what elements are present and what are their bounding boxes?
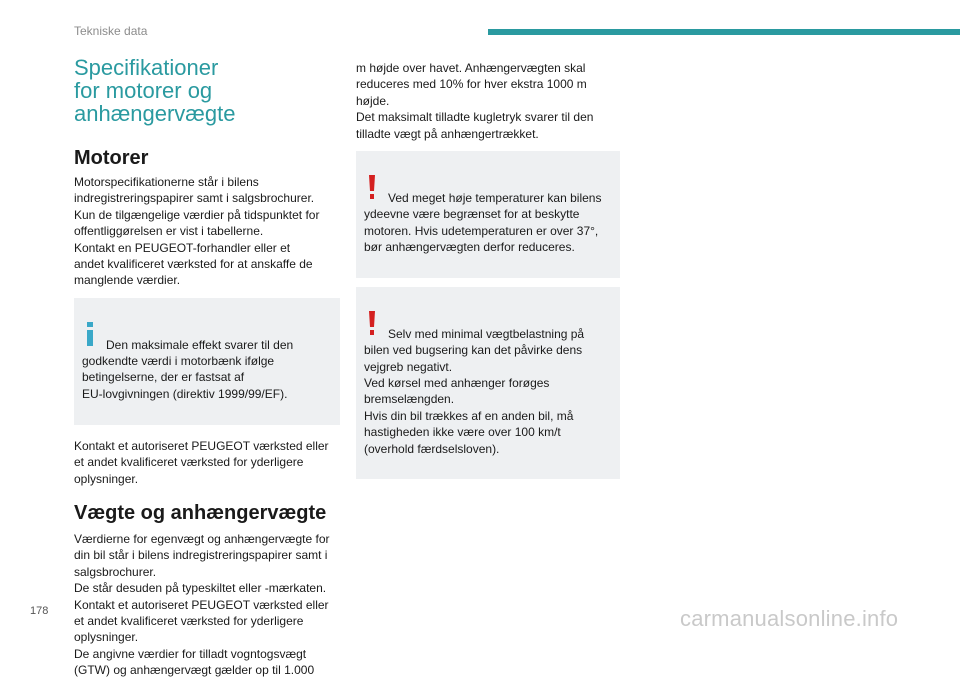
warning-note-1 xyxy=(356,151,620,278)
info-note xyxy=(74,298,340,425)
info-icon xyxy=(86,306,94,351)
right-column xyxy=(356,60,620,479)
vaegte-paragraph: Værdierne for egenvægt og anhængervægte for din bil står i bilens indregistreringspapirer samt i salgsbrochurer. De står desuden på typeskiltet eller -mærkaten. Kontakt et autoriseret PEUGEOT værksted eller et andet kvalificeret værksted for yderligere oplysninger. De angivne værdier for tilladt vogntogsvægt (GTW) og anhængervægt gælder op til 1.000 xyxy=(74,531,330,678)
watermark: carmanualsonline.info xyxy=(680,606,899,631)
warning-note-1-text: Ved meget høje temperaturer kan bilens ydeevne være begrænset for at beskytte motoren. Hvis udetemperaturen er over 37°, bør anhængervægten derfor reduceres. xyxy=(364,190,602,255)
warning-icon xyxy=(368,295,376,340)
warning-note-2 xyxy=(356,287,620,479)
left-column xyxy=(74,56,340,679)
info-note-text: Den maksimale effekt svarer til den godkendte værdi i motorbænk ifølge betingelserne, der er fastsat af EU-lovgivningen (direktiv 1999/99/EF). xyxy=(82,337,294,401)
heading-motorer: Motorer xyxy=(74,147,149,169)
page-number: 178 xyxy=(30,605,49,617)
motorer-paragraph: Motorspecifikationerne står i bilens indregistreringspapirer samt i salgsbrochurer. Kun de tilgængelige værdier på tidspunktet for offentliggørelsen er vist i tabellerne. Kontakt en PEUGEOT-forhandler eller et andet kvalificeret værksted for at anskaffe de manglende værdier. xyxy=(74,175,320,288)
right-paragraph: m højde over havet. Anhængervægten skal reduceres med 10% for hver ekstra 1000 m højde. Det maksimalt tilladte kugletryk svarer til den tilladte vægt på anhængertrækket. xyxy=(356,61,594,141)
page-title: Specifikationer for motorer og anhængervægte xyxy=(74,55,236,126)
warning-icon xyxy=(368,159,376,204)
heading-vaegte: Vægte og anhængervægte xyxy=(74,501,327,524)
header-section-label: Tekniske data xyxy=(74,24,148,38)
warning-note-2-text: Selv med minimal vægtbelastning på bilen ved bugsering kan det påvirke dens vejgreb negativt. Ved kørsel med anhænger forøges bremselængden. Hvis din bil trækkes af en anden bil, må hastigheden ikke være over 100 km/t (overhold færdselsloven). xyxy=(364,326,585,456)
motorer-paragraph-2: Kontakt et autoriseret PEUGEOT værksted eller et andet kvalificeret værksted for yderligere oplysninger. xyxy=(74,438,329,486)
header-accent-bar xyxy=(488,29,960,35)
